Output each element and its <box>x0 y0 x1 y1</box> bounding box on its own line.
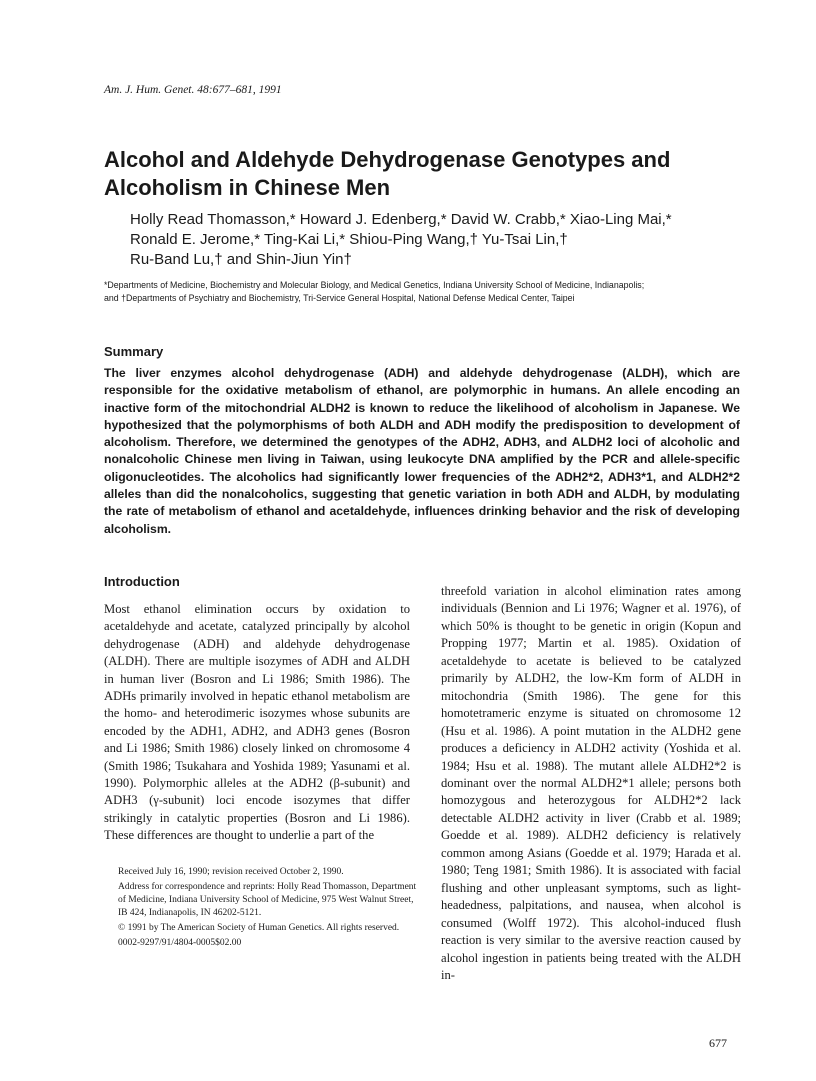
summary-heading: Summary <box>104 344 164 359</box>
summary-text: The liver enzymes alcohol dehydrogenase (ADH) and aldehyde dehydrogenase (ALDH), which are responsible for the oxidative metabolism of ethanol, are polymorphic in humans. An allele encoding an inactive form of the mitochondrial ALDH2 is known to reduce the likelihood of alcoholism in Japanese. We hypothesized that the polymorphisms of both ALDH and ADH modify the predisposition to development of alcoholism. Therefore, we determined the genotypes of the ADH2, ADH3, and ALDH2 loci of alcoholic and nonalcoholic Chinese men living in Taiwan, using leukocyte DNA amplified by the PCR and allele-specific oligonucleotides. The alcoholics had significantly lower frequencies of the ADH2*2, ADH3*1, and ALDH2*2 alleles than did the nonalcoholics, suggesting that genetic variation in both ADH and ALDH, by modulating the rate of metabolism of ethanol and acetaldehyde, influences drinking behavior and the risk of developing alcoholism. <box>104 366 740 536</box>
page-number: 677 <box>709 1036 727 1050</box>
footnotes <box>118 866 418 952</box>
correspondence-address: Address for correspondence and reprints: Holly Read Thomasson, Department of Medicine, Indiana University School of Medicine, 975 West Walnut Street, IB 424, Indianapolis, IN 46202-5121. <box>118 882 417 918</box>
copyright-notice: © 1991 by The American Society of Human Genetics. All rights reserved. <box>118 923 400 933</box>
title-line-1: Alcohol and Aldehyde Dehydrogenase Genotypes and <box>104 147 671 172</box>
author-list <box>130 210 730 270</box>
title-line-2: Alcoholism in Chinese Men <box>104 175 391 200</box>
authors-line-1: Holly Read Thomasson,* Howard J. Edenberg,* David W. Crabb,* Xiao-Ling Mai,* <box>130 211 672 228</box>
authors-line-3: Ru-Band Lu,† and Shin-Jiun Yin† <box>130 251 352 268</box>
introduction-column-2: threefold variation in alcohol elimination rates among individuals (Bennion and Li 1976; Wagner et al. 1976), of which 50% is thought to be genetic in origin (Kopun and Propping 1977; Martin et al. 1985). Oxidation of acetaldehyde to acetate is believed to be catalyzed primarily by ALDH2, the low-Km form of ALDH in mitochondria (Smith 1986). The gene for this homotetrameric enzyme is situated on chromosome 12 (Hsu et al. 1986). A point mutation in the ALDH2 gene produces a deficiency in ALDH2 activity (Yoshida et al. 1984; Hsu et al. 1988). The mutant allele ALDH2*2 is dominant over the normal ALDH2*1 allele; persons both homozygous and heterozygous for ALDH2*2 lack detectable ALDH2 activity in liver (Crabb et al. 1989; Goedde et al. 1989). ALDH2 deficiency is relatively common among Asians (Goedde et al. 1979; Harada et al. 1980; Teng 1981; Smith 1986). It is associated with facial flushing and other unpleasant symptoms, such as light-headedness, palpitations, and nausea, when alcohol is consumed (Wolff 1972). This alcohol-induced flush reaction is very similar to the aversive reaction caused by alcohol ingestion in patients being treated with the ALDH in- <box>441 584 741 982</box>
introduction-column-1: Most ethanol elimination occurs by oxidation to acetaldehyde and acetate, catalyzed principally by alcohol dehydrogenase (ADH) and aldehyde dehydrogenase (ALDH). There are multiple isozymes of ADH and ALDH in human liver (Bosron and Li 1986; Smith 1986). The ADHs primarily involved in hepatic ethanol metabolism are the homo- and heterodimeric isozymes whose subunits are encoded by the ADH1, ADH2, and ADH3 genes (Bosron and Li 1986; Smith 1986) closely linked on chromosome 4 (Smith 1986; Tsukahara and Yoshida 1989; Yasunami et al. 1990). Polymorphic alleles at the ADH2 (β-subunit) and ADH3 (γ-subunit) loci encode isozymes that differ strikingly in catalytic properties (Bosron and Li 1986). These differences are thought to underlie a part of the <box>104 602 410 843</box>
journal-citation: Am. J. Hum. Genet. 48:677–681, 1991 <box>104 84 282 96</box>
received-dates: Received July 16, 1990; revision received October 2, 1990. <box>118 867 344 877</box>
affiliations <box>104 279 744 305</box>
authors-line-2: Ronald E. Jerome,* Ting-Kai Li,* Shiou-Ping Wang,† Yu-Tsai Lin,† <box>130 231 568 248</box>
affiliation-line-2: and †Departments of Psychiatry and Biochemistry, Tri-Service General Hospital, National Defense Medical Center, Taipei <box>104 293 575 303</box>
issn-code: 0002-9297/91/4804-0005$02.00 <box>118 938 242 948</box>
article-title <box>104 146 724 202</box>
affiliation-line-1: *Departments of Medicine, Biochemistry and Molecular Biology, and Medical Genetics, Indiana University School of Medicine, Indianapolis; <box>104 280 645 290</box>
introduction-heading: Introduction <box>104 574 180 589</box>
